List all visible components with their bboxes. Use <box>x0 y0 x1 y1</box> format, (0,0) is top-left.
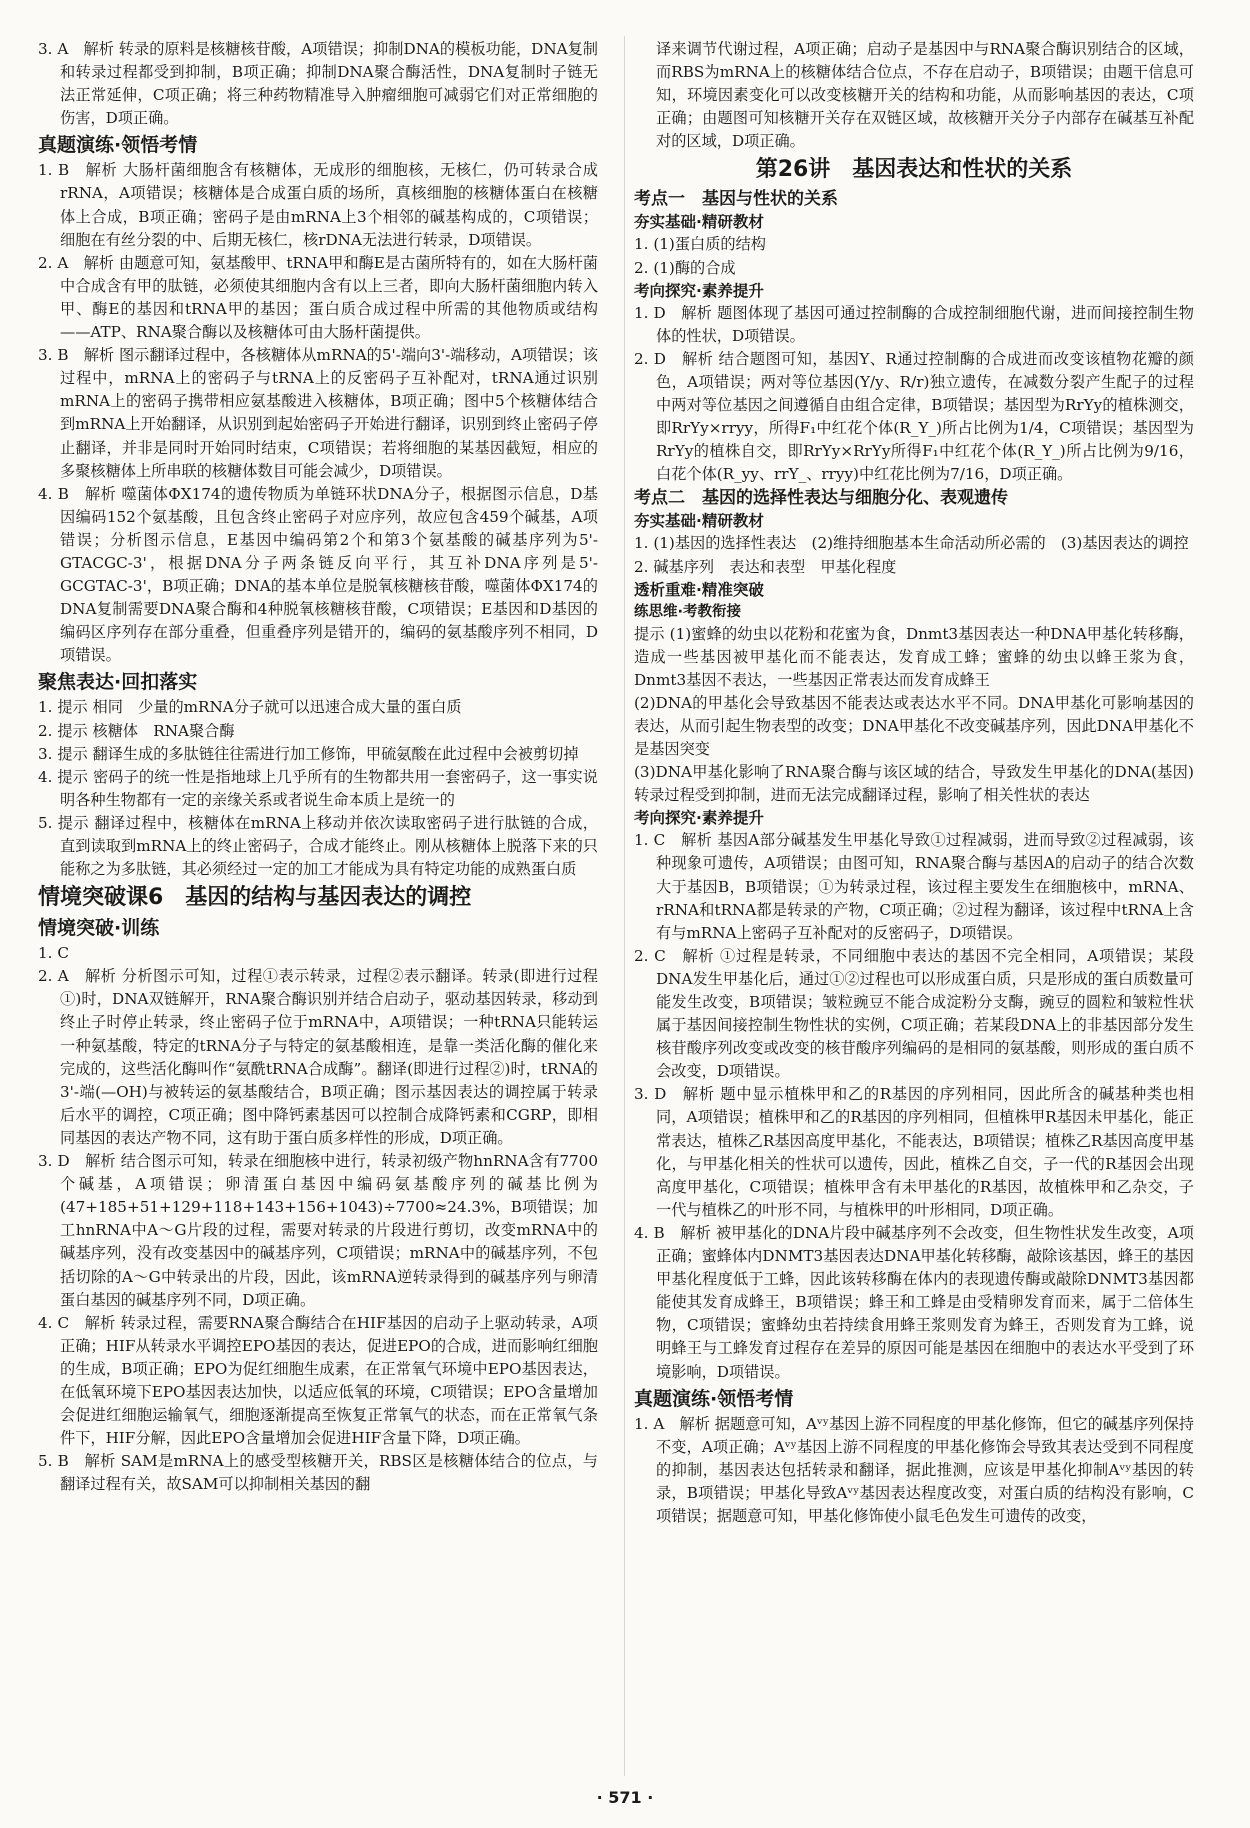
section-heading: 真题演练·领悟考情 <box>38 134 198 157</box>
sub-heading: 夯实基础·精研教材 <box>634 512 764 531</box>
hint-list <box>634 623 1194 808</box>
answer-list <box>634 1413 1194 1528</box>
answer-list <box>38 942 598 1496</box>
answer-list <box>38 159 598 667</box>
answer-paragraph: 3. A 解析 转录的原料是核糖核苷酸，A项错误；抑制DNA的模板功能，DNA复制和转录过程都受到抑制，B项正确；抑制DNA聚合酶活性，DNA复制时子链无法正常延伸，C项正确；将三种药物精准导入肿瘤细胞可减弱它们对正常细胞的伤害，D项正确。 <box>38 40 598 128</box>
topic-heading: 考点二 基因的选择性表达与细胞分化、表观遗传 <box>634 488 1008 509</box>
topic-heading: 考点一 基因与性状的关系 <box>634 189 838 210</box>
left-column <box>38 38 598 1496</box>
hint-item: 3. 提示 翻译生成的多肽链往往需进行加工修饰，甲硫氨酸在此过程中会被剪切掉 <box>38 744 579 763</box>
chapter-title: 情境突破课6 基因的结构与基因表达的调控 <box>38 885 472 911</box>
answer-list <box>634 532 1194 578</box>
answer-item: 3. D 解析 题中显示植株甲和乙的R基因的序列相同，因此所含的碱基种类也相同，A项错误；植株甲和乙的R基因的序列相同，但植株甲R基因未甲基化，能正常表达，植株乙R基因高度甲基化，不能表达，B项错误；植株乙R基因高度甲基化，与甲基化相关的性状可以遗传，因此，植株乙自交，子一代的R基因会出现高度甲基化，C项错误；植株甲含有未甲基化的R基因，故植株甲和乙杂交，子一代与植株乙的叶形不同，与植株甲的叶形相同，D项正确。 <box>634 1085 1194 1219</box>
answer-item: 1. C <box>38 944 69 963</box>
answer-paragraph: 译来调节代谢过程，A项正确；启动子是基因中与RNA聚合酶识别结合的区域，而RBS为mRNA上的核糖体结合位点，不存在启动子，B项错误；由题干信息可知，环境因素变化可以改变核糖开关的结构和功能，从而影响基因的表达，C项正确；由题图可知核糖开关存在双链区域，故核糖开关分子内部存在碱基互补配对的区域，D项正确。 <box>656 40 1194 151</box>
answer-item: 3. B 解析 图示翻译过程中，各核糖体从mRNA的5'-端向3'-端移动，A项错误；该过程中，mRNA上的密码子与tRNA上的反密码子互补配对，tRNA通过识别mRNA上的密码子携带相应氨基酸进入核糖体，B项正确；图中5个核糖体结合到mRNA上开始翻译，从识别到起始密码子开始进行翻译，识别到终止密码子停止翻译，并非是同时开始同时结束，C项错误；若将细胞的某基因截短，相应的多聚核糖体上所串联的核糖体数目可能会减少，D项错误。 <box>38 346 598 480</box>
hint-item: 4. 提示 密码子的统一性是指地球上几乎所有的生物都共用一套密码子，这一事实说明各种生物都有一定的亲缘关系或者说生命本质上是统一的 <box>38 767 598 809</box>
answer-item: 1. C 解析 基因A部分碱基发生甲基化导致①过程减弱，进而导致②过程减弱，该种现象可遗传，A项错误；由图可知，RNA聚合酶与基因A的启动子的结合次数大于基因B，B项错误；①为转录过程，该过程主要发生在细胞核中，mRNA、rRNA和tRNA都是转录的产物，C项正确；②过程为翻译，该过程中tRNA上含有与mRNA上密码子互补配对的反密码子，D项错误。 <box>634 831 1194 942</box>
hint-item: (3)DNA甲基化影响了RNA聚合酶与该区域的结合，导致发生甲基化的DNA(基因)转录过程受到抑制，进而无法完成翻译过程，影响了相关性状的表达 <box>634 763 1194 805</box>
page-number: · 571 · <box>596 1788 654 1807</box>
section-heading: 真题演练·领悟考情 <box>634 1387 794 1410</box>
column-divider <box>624 36 625 1776</box>
sub-heading: 考向探究·素养提升 <box>634 809 764 828</box>
answer-item: 2. C 解析 ①过程是转录，不同细胞中表达的基因不完全相同，A项错误；某段DNA发生甲基化后，通过①②过程也可以形成蛋白质，只是形成的蛋白质数量可能发生改变，B项错误；皱粒豌豆不能合成淀粉分支酶，豌豆的圆粒和皱粒性状属于基因间接控制生物性状的实例，C项正确；若某段DNA上的非基因部分发生核苷酸序列改变或改变的核苷酸序列编码的是相同的氨基酸，则形成的蛋白质不会改变，D项错误。 <box>634 946 1194 1081</box>
answer-list <box>634 829 1194 1383</box>
hint-item: 2. 提示 核糖体 RNA聚合酶 <box>38 721 235 740</box>
answer-item: 1. (1)蛋白质的结构 <box>634 235 766 254</box>
right-column <box>634 38 1194 1528</box>
answer-item: 1. B 解析 大肠杆菌细胞含有核糖体，无成形的细胞核，无核仁，仍可转录合成rRNA，A项错误；核糖体是合成蛋白质的场所，真核细胞的核糖体蛋白在核糖体上合成，B项正确；密码子是由mRNA上3个相邻的碱基构成的，C项错误；细胞在有丝分裂的中、后期无核仁，核rDNA无法进行转录，D项错误。 <box>38 161 598 249</box>
answer-item: 4. C 解析 转录过程，需要RNA聚合酶结合在HIF基因的启动子上驱动转录，A项正确；HIF从转录水平调控EPO基因的表达，促进EPO的合成，进而影响红细胞的生成，B项正确；EPO为促红细胞生成素，在正常氧气环境中EPO基因表达，在低氧环境下EPO基因表达加快，以适应低氧的环境，C项错误；EPO含量增加会促进红细胞运输氧气，细胞逐渐提高至恢复正常氧气的状态，而在正常氧气条件下，HIF分解，因此EPO含量增加会促进HIF含量下降，D项正确。 <box>38 1313 598 1448</box>
answer-list <box>634 302 1194 487</box>
answer-item: 2. D 解析 结合题图可知，基因Y、R通过控制酶的合成进而改变该植物花瓣的颜色，A项错误；两对等位基因(Y/y、R/r)独立遗传，在减数分裂产生配子的过程中两对等位基因之间遵循自由组合定律，B项错误；基因型为RrYy的植株测交，即RrYy×rryy，所得F₁中红花个体(R_Y_)所占比例为1/4，C项错误；基因型为RrYy的植株自交，即RrYy×RrYy所得F₁中红花个体(R_Y_)所占比例为9/16，白花个体(R_yy、rrY_、rryy)中红花比例为7/16，D项正确。 <box>634 349 1194 484</box>
section-heading: 情境突破·训练 <box>38 917 160 940</box>
sub-heading: 考向探究·素养提升 <box>634 281 764 300</box>
answer-list <box>634 233 1194 279</box>
answer-item: 5. B 解析 SAM是mRNA上的感受型核糖开关，RBS区是核糖体结合的位点，与翻译过程有关，故SAM可以抑制相关基因的翻 <box>38 1452 598 1494</box>
sub-heading: 夯实基础·精研教材 <box>634 213 764 232</box>
answer-item: 4. B 解析 被甲基化的DNA片段中碱基序列不会改变，但生物性状发生改变，A项正确；蜜蜂体内DNMT3基因表达DNA甲基化转移酶，敲除该基因，蜂王的基因甲基化程度低于工蜂，因此该转移酶在体内的表现遗传酶或敲除DNMT3基因都能使其发育成蜂王，B项错误；蜂王和工蜂是由受精卵发育而来，属于二倍体生物，C项错误；蜜蜂幼虫若持续食用蜂王浆则发育为蜂王，否则发育为工蜂，说明蜂王与工蜂发育过程存在差异的原因可能是基因在细胞中的表达水平受到了环境影响，D项错误。 <box>634 1223 1194 1381</box>
section-heading: 聚焦表达·回扣落实 <box>38 671 198 694</box>
sub-heading: 透析重难·精准突破 <box>634 580 764 599</box>
answer-item: 3. D 解析 结合图示可知，转录在细胞核中进行，转录初级产物hnRNA含有7700个碱基，A项错误；卵清蛋白基因中编码氨基酸序列的碱基比例为(47+185+51+129+118+143+156+1043)÷7700≈24.3%，B项错误；加工hnRNA中A～G片段的过程，需要对转录的片段进行剪切，改变mRNA中的碱基序列，没有改变基因中的碱基序列，C项错误；mRNA中的碱基序列，不包括切除的A～G中转录出的片段，因此，该mRNA逆转录得到的碱基序列与卵清蛋白基因的碱基序列不同，D项正确。 <box>38 1152 598 1309</box>
answer-item: 1. A 解析 据题意可知，Aᵛʸ基因上游不同程度的甲基化修饰，但它的碱基序列保持不变，A项正确；Aᵛʸ基因上游不同程度的甲基化修饰会导致其表达受到不同程度的抑制，基因表达包括转录和翻译，据此推测，应该是甲基化抑制Aᵛʸ基因的转录，B项错误；甲基化导致Aᵛʸ基因表达程度改变，对蛋白质的结构没有影响，C项错误；据题意可知，甲基化修饰使小鼠毛色发生可遗传的改变， <box>634 1414 1194 1525</box>
sub-heading: 练思维·考教衔接 <box>634 603 742 620</box>
hint-item: 1. 提示 相同 少量的mRNA分子就可以迅速合成大量的蛋白质 <box>38 698 462 717</box>
answer-item: 2. A 解析 由题意可知，氨基酸甲、tRNA甲和酶E是古菌所特有的，如在大肠杆菌中合成含有甲的肽链，必须使其细胞内含有以上三者，即向大肠杆菌细胞内转入甲、酶E的基因和tRNA甲的基因；蛋白质合成过程中所需的其他物质或结构——ATP、RNA聚合酶以及核糖体可由大肠杆菌提供。 <box>38 253 598 342</box>
hint-item: (2)DNA的甲基化会导致基因不能表达或表达水平不同。DNA甲基化可影响基因的表达，从而引起生物表型的改变；DNA甲基化不改变碱基序列，因此DNA甲基化不是基因突变 <box>634 693 1194 759</box>
answer-item: 1. D 解析 题图体现了基因可通过控制酶的合成控制细胞代谢，进而间接控制生物体的性状，D项错误。 <box>634 303 1194 345</box>
lecture-title: 第26讲 基因表达和性状的关系 <box>755 157 1073 183</box>
answer-item: 2. 碱基序列 表达和表型 甲基化程度 <box>634 557 897 576</box>
answer-item: 1. (1)基因的选择性表达 (2)维持细胞基本生命活动所必需的 (3)基因表达的调控 <box>634 534 1189 553</box>
hint-item: 提示 (1)蜜蜂的幼虫以花粉和花蜜为食，Dnmt3基因表达一种DNA甲基化转移酶，造成一些基因被甲基化而不能表达，发育成工蜂；蜜蜂的幼虫以蜂王浆为食，Dnmt3基因不表达，一些基因正常表达而发育成蜂王 <box>634 624 1194 689</box>
answer-list <box>38 696 598 881</box>
hint-item: 5. 提示 翻译过程中，核糖体在mRNA上移动并依次读取密码子进行肽链的合成，直到读取到mRNA上的终止密码子，合成才能终止。刚从核糖体上脱落下来的只能称之为多肽链，其必须经过一定的加工才能成为具有特定功能的成熟蛋白质 <box>38 813 598 879</box>
answer-item: 2. A 解析 分析图示可知，过程①表示转录，过程②表示翻译。转录(即进行过程①)时，DNA双链解开，RNA聚合酶识别并结合启动子，驱动基因转录，移动到终止子时停止转录，终止密码子位于mRNA中，A项错误；一种tRNA只能转运一种氨基酸，特定的tRNA分子与特定的氨基酸相连，是靠一类活化酶的催化来完成的，这些活化酶叫作“氨酰tRNA合成酶”。翻译(即进行过程②)时，tRNA的3'-端(—OH)与被转运的氨基酸结合，B项正确；图示基因表达的调控属于转录后水平的调控，C项正确；图中降钙素基因可以控制合成降钙素和CGRP，即相同基因的表达产物不同，这有助于蛋白质多样性的形成，D项正确。 <box>38 967 598 1147</box>
answer-item: 4. B 解析 噬菌体ΦX174的遗传物质为单链环状DNA分子，根据图示信息，D基因编码152个氨基酸，且包含终止密码子对应序列，故应包含459个碱基，A项错误；分析图示信息，E基因中编码第2个和第3个氨基酸的碱基序列为5'-GTACGC-3'，根据DNA分子两条链反向平行，其互补DNA序列是5'-GCGTAC-3'，B项正确；DNA的基本单位是脱氧核糖核苷酸，噬菌体ΦX174的DNA复制需要DNA聚合酶和4种脱氧核糖核苷酸，C项错误；E基因和D基因的编码区序列存在部分重叠，但重叠序列是错开的，编码的氨基酸序列不相同，D项错误。 <box>38 484 598 665</box>
answer-item: 2. (1)酶的合成 <box>634 258 736 277</box>
